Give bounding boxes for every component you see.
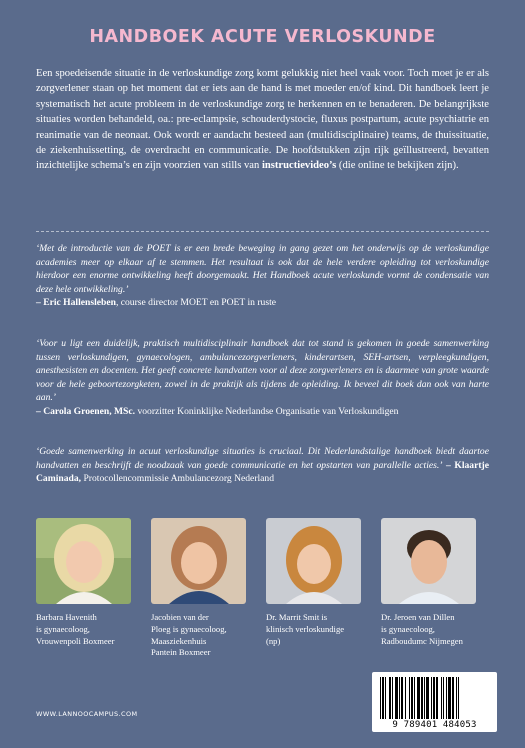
- quote-author-role: , course director MOET en POET in ruste: [115, 297, 276, 309]
- caption-line: Ploeg is gynaecoloog,: [151, 623, 227, 634]
- barcode-bar: [414, 677, 415, 719]
- barcode-bar: [392, 677, 393, 719]
- barcode-bar: [448, 677, 451, 719]
- isbn-barcode: [372, 672, 497, 732]
- quote-author-role: Protocollencommissie Ambulancezorg Nederland: [81, 473, 275, 485]
- intro-bold: instructievideo’s: [261, 160, 337, 172]
- author-photo: [151, 518, 246, 604]
- barcode-bar: [382, 677, 384, 719]
- caption-line: (np): [266, 635, 281, 646]
- barcode-bar: [385, 677, 386, 719]
- caption-line: Vrouwenpoli Boxmeer: [36, 635, 115, 646]
- caption-line: Dr. Jeroen van Dillen: [381, 612, 455, 622]
- caption-line: is gynaecoloog,: [36, 623, 90, 634]
- book-title: HANDBOEK ACUTE VERLOSKUNDE: [89, 27, 436, 47]
- quote-block: [36, 337, 489, 419]
- divider-top: [36, 231, 489, 232]
- barcode-bar: [380, 677, 381, 719]
- quote-text: ‘Met de introductie van de POET is er een brede beweging in gang gezet om het onderwijs op de verloskundige academies meer op elkaar af te stemmen. Het resultaat is ook dat de hele verdere opleiding tot verloskundige hierdoor een enorme ontwikkeling heeft doorgemaakt. Het Handboek acute verloskunde vormt de condensatie van deze hele ontwikkeling.’: [36, 243, 489, 295]
- author-photo: [36, 518, 131, 604]
- quote-author: – Eric Hallensleben: [36, 297, 116, 309]
- quote-author-role: voorzitter Koninklijke Nederlandse Organisatie van Verloskundigen: [135, 405, 399, 417]
- author-caption: [36, 612, 146, 647]
- author-photo: [266, 518, 361, 604]
- quote-author: – Carola Groenen, MSc.: [36, 405, 136, 417]
- isbn-number: 9 789401 484053: [392, 720, 477, 730]
- barcode-bar: [389, 677, 391, 719]
- barcode-bar: [426, 677, 429, 719]
- intro-tail: (die online te bekijken zijn).: [336, 160, 459, 172]
- barcode-bar: [405, 677, 406, 719]
- author-caption: [151, 612, 261, 659]
- intro-text: Een spoedeisende situatie in de verloskundige zorg komt gelukkig niet heel vaak voor. Toch moet je er als zorgverlener staan op het moment dat er iets aan de hand is met moeder en/of kind. Dit handboek leert je systematisch het acute probleem in de verloskundige zorg te herkennen en te benaderen. De belangrijkste situaties worden behandeld, oa.: pre-eclampsie, schouderdystocie, fluxus postpartum, acute psychiatrie en reanimatie van de neonaat. Ook wordt er aandacht besteed aan (multidisciplinaire) teams, de thuissituatie, de ziekenhuissetting, de overdracht en communicatie. De hoofdstukken zijn rijk geïllustreerd, bevatten inzichtelijke schema’s en zijn voorzien van stills van: [36, 68, 489, 172]
- author-caption: [381, 612, 491, 647]
- barcode-bar: [417, 677, 420, 719]
- quote-author: – Klaartje Caminada,: [36, 459, 489, 485]
- barcode-bar: [421, 677, 423, 719]
- quote-block: [36, 445, 489, 486]
- barcode-bar: [443, 677, 444, 719]
- author-photo: [381, 518, 476, 604]
- caption-line: Maasziekenhuis: [151, 635, 207, 646]
- intro-paragraph: [36, 66, 489, 174]
- barcode-bar: [399, 677, 400, 719]
- barcode-bar: [458, 677, 459, 719]
- barcode-bar: [409, 677, 410, 719]
- caption-line: Radboudumc Nijmegen: [381, 635, 463, 646]
- author-caption: [266, 612, 376, 647]
- caption-line: Jacobien van der: [151, 612, 209, 622]
- barcode-bar: [424, 677, 425, 719]
- caption-line: is gynaecoloog,: [381, 623, 435, 634]
- barcode-bar: [401, 677, 403, 719]
- publisher-url[interactable]: WWW.LANNOOCAMPUS.COM: [36, 710, 138, 718]
- caption-line: klinisch verloskundige: [266, 623, 345, 634]
- barcode-bar: [452, 677, 454, 719]
- quote-text: ‘Goede samenwerking in acuut verloskundige situaties is cruciaal. Dit Nederlandstalige handboek biedt daartoe handvatten en beschrijft de noodzaak van goede communicatie en het opstarten van parallelle acties.’: [36, 446, 489, 471]
- caption-line: Barbara Havenith: [36, 612, 97, 622]
- caption-line: Pantein Boxmeer: [151, 647, 211, 658]
- quote-block: [36, 242, 489, 310]
- barcode-bar: [441, 677, 442, 719]
- quote-text: ‘Voor u ligt een duidelijk, praktisch multidisciplinair handboek dat tot stand is gekomen in goede samenwerking tussen verloskundigen, gynaecologen, ambulancezorgverleners, kinderartsen, SEH-artsen, verpleegkundigen, anesthesisten en docenten. Het geeft concrete handvatten voor al deze zorgverleners en is daarmee van grote waarde voor de hele geboortezorgketen, zowel in de praktijk als tijdens de opleiding. Ik beveel dit boek dan ook van harte aan.’: [36, 338, 489, 404]
- barcode-bar: [431, 677, 432, 719]
- barcode-bar: [456, 677, 457, 719]
- barcode-bar: [446, 677, 447, 719]
- barcode-bar: [411, 677, 413, 719]
- barcode-bar: [436, 677, 438, 719]
- barcode-bar: [395, 677, 398, 719]
- caption-line: Dr. Marrit Smit is: [266, 612, 328, 622]
- barcode-bar: [433, 677, 435, 719]
